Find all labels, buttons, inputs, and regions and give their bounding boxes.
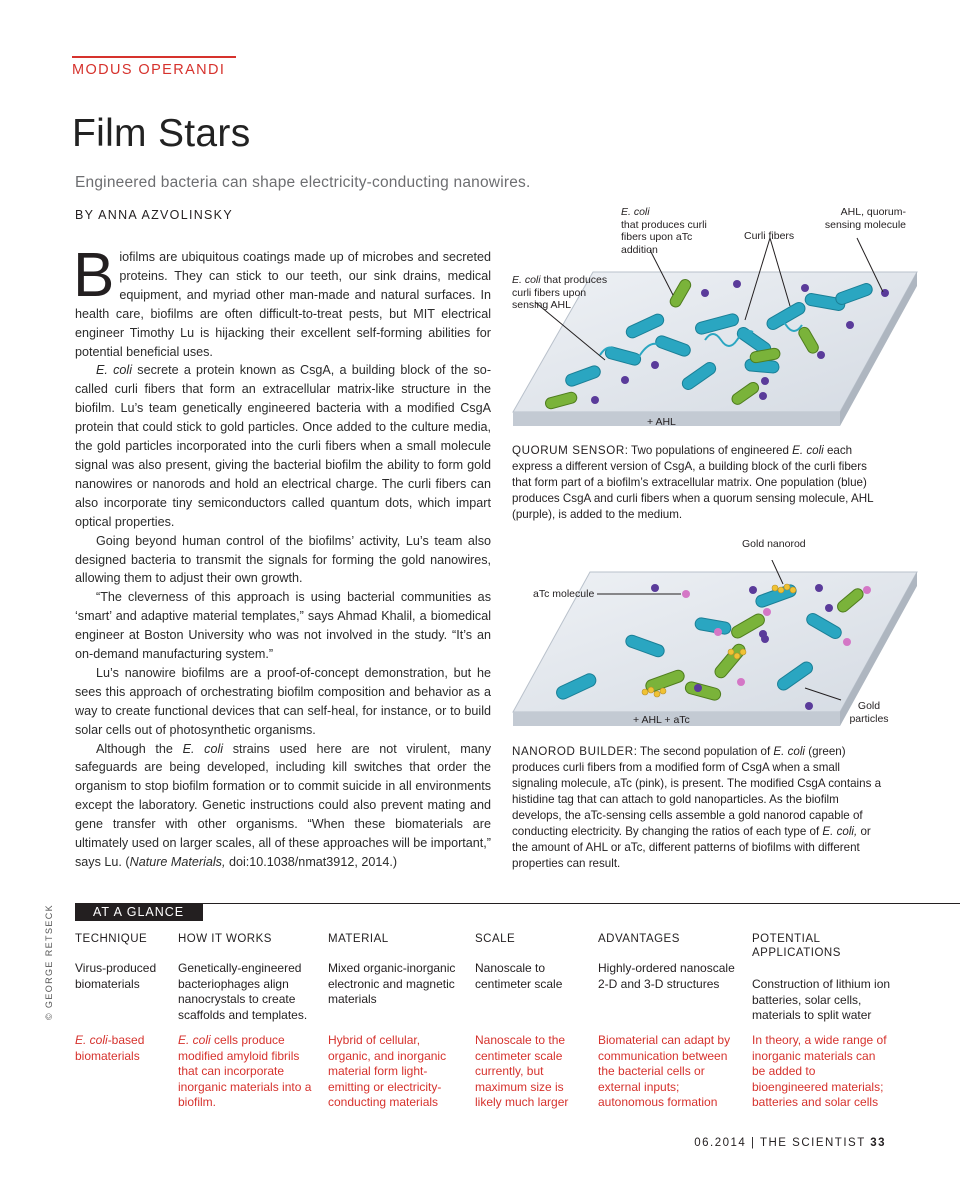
- glance-new-technique: E. coli-based biomaterials: [75, 1033, 145, 1063]
- label-curli-ahl: E. coli that produces curli fibers upon sensing AHL: [512, 274, 608, 311]
- quorum-sensor-caption: QUORUM SENSOR: Two populations of engineered E. coli each express a different version of CsgA, a building block of the curli fibers that form part of a biofilm’s extracellular matrix. One population (blue) produces CsgA and curli fibers when a quorum sensing molecule, AHL (purple), is added to the medium.: [512, 444, 874, 521]
- glance-header-material: MATERIAL: [328, 933, 389, 945]
- glance-old-material: Mixed organic-inorganic electronic and magnetic materials: [328, 961, 456, 1007]
- article-body: [73, 241, 492, 872]
- plate-label-ahl-atc: + AHL + aTc: [633, 714, 690, 726]
- label-curli-fibers: Curli fibers: [744, 230, 795, 242]
- glance-header-technique: TECHNIQUE: [75, 933, 148, 945]
- plate-label-ahl: + AHL: [647, 416, 676, 428]
- glance-tag: AT A GLANCE: [75, 904, 203, 921]
- plate-front: [513, 412, 840, 426]
- nanorod-builder-caption: NANOROD BUILDER: The second population of E. coli (green) produces curli fibers from a modified form of CsgA when a small signaling molecule, aTc (pink), is present. The modified CsgA contains a histidine tag that can attach to gold nanoparticles. As the biofilm develops, the aTc-sensing cells assemble a gold nanorod capable of conducting electricity. By changing the ratios of each type of E. coli, or the amount of AHL or aTc, different patterns of biofilms with different properties can result.: [512, 745, 882, 870]
- glance-rule: [75, 903, 960, 904]
- paragraph-4: “The cleverness of this approach is using bacterial communities as ‘smart’ and adaptive material templates,” says Ahmad Khalil, a biomedical engineer at Boston University who was not involved in the study. “It’s an on-demand manufacturing system.”: [75, 590, 491, 662]
- subtitle: Engineered bacteria can shape electricity-conducting nanowires.: [75, 174, 531, 191]
- label-ahl: AHL, quorum-sensing molecule: [824, 206, 906, 231]
- glance-old-advantages: Highly-ordered nanoscale 2-D and 3-D structures: [598, 961, 735, 991]
- label-gold-particles: Gold particles: [849, 700, 889, 725]
- label-gold-nanorod: Gold nanorod: [742, 538, 806, 550]
- drop-cap: B: [73, 241, 115, 310]
- glance-header-applications: POTENTIAL APPLICATIONS: [752, 933, 841, 959]
- glance-old-how: Genetically-engineered bacteriophages align nanocrystals to create scaffolds and templates.: [178, 961, 308, 1022]
- label-curli-atc: E. coli that produces curli fibers upon aTc addition: [621, 206, 707, 256]
- glance-new-how: E. coli cells produce modified amyloid fibrils that can incorporate inorganic materials into a biofilm.: [178, 1033, 312, 1110]
- glance-header-how: HOW IT WORKS: [178, 933, 272, 945]
- quorum-sensor-illustration: [505, 200, 960, 440]
- label-atc-molecule: aTc molecule: [533, 588, 595, 600]
- paragraph-5: Lu’s nanowire biofilms are a proof-of-concept demonstration, but he sees this approach of orchestrating biofilm composition and behavior as a way to create functional devices that can self-heal, for instance, or to build solar cells out of photosynthetic organisms.: [75, 665, 491, 737]
- glance-header-scale: SCALE: [475, 933, 516, 945]
- glance-new-applications: In theory, a wide range of inorganic materials can be added to bioengineered materials; batteries and solar cells: [752, 1033, 887, 1110]
- paragraph-2: E. coli secrete a protein known as CsgA, a building block of the so-called curli fibers that form an extracellular matrix-like structure in the biofilm. Lu’s team genetically engineered bacteria with a modified CsgA protein that could stick to gold particles. Once added to the culture media, the gold particles incorporated into the curli fibers when a small molecule signal was also present, giving the bacterial biofilm the ability to form gold nanowires or nanorods and hold an electrical charge. The curli fibers can also incorporate tiny semiconductors called quantum dots, which impart optical properties.: [75, 363, 492, 529]
- page-title: Film Stars: [72, 112, 251, 155]
- glance-header-advantages: ADVANTAGES: [598, 933, 680, 945]
- byline: BY ANNA AZVOLINSKY: [75, 208, 233, 222]
- glance-new-scale: Nanoscale to the centimeter scale currently, but maximum size is likely much larger: [475, 1033, 569, 1110]
- glance-new-advantages: Biomaterial can adapt by communication between the bacterial cells or external inputs; autonomous formation: [598, 1033, 731, 1110]
- glance-old-technique: Virus-produced biomaterials: [75, 961, 157, 991]
- glance-old-applications: Construction of lithium ion batteries, solar cells, materials to split water: [752, 977, 891, 1023]
- glance-new-material: Hybrid of cellular, organic, and inorganic material form light-emitting or electricity-conducting materials: [328, 1033, 447, 1110]
- folio: 06.2014 | THE SCIENTIST 33: [694, 1137, 886, 1149]
- section-label: MODUS OPERANDI: [72, 62, 226, 78]
- photo-credit: © GEORGE RETSECK: [44, 903, 54, 1020]
- section-rule: [72, 56, 236, 58]
- glance-old-scale: Nanoscale to centimeter scale: [475, 961, 563, 991]
- paragraph-1: Biofilms are ubiquitous coatings made up of microbes and secreted proteins. They can stick to our teeth, our sink drains, medical equipment, and myriad other man-made and natural surfaces. In health care, biofilms are often difficult-to-treat pests, but MIT electrical engineer Timothy Lu is hijacking their excellent self-forming abilities for potential beneficial uses.: [73, 241, 491, 359]
- paragraph-3: Going beyond human control of the biofilms’ activity, Lu’s team also designed bacteria to transmit the signals for forming the gold nanowires, allowing them to adjust their own growth.: [75, 533, 491, 586]
- paragraph-6: Although the E. coli strains used here are not virulent, many safeguards are being developed, including kill switches that order the organism to stop biofilm formation or to commit suicide in all environments except the laboratory. Genetic instructions could also prevent mating and gene transfer with other organisms. “When these biomaterials are ultimately used on larger scales, all of these approaches will be important,” says Lu. (Nature Materials, doi:10.1038/nmat3912, 2014.): [75, 741, 491, 869]
